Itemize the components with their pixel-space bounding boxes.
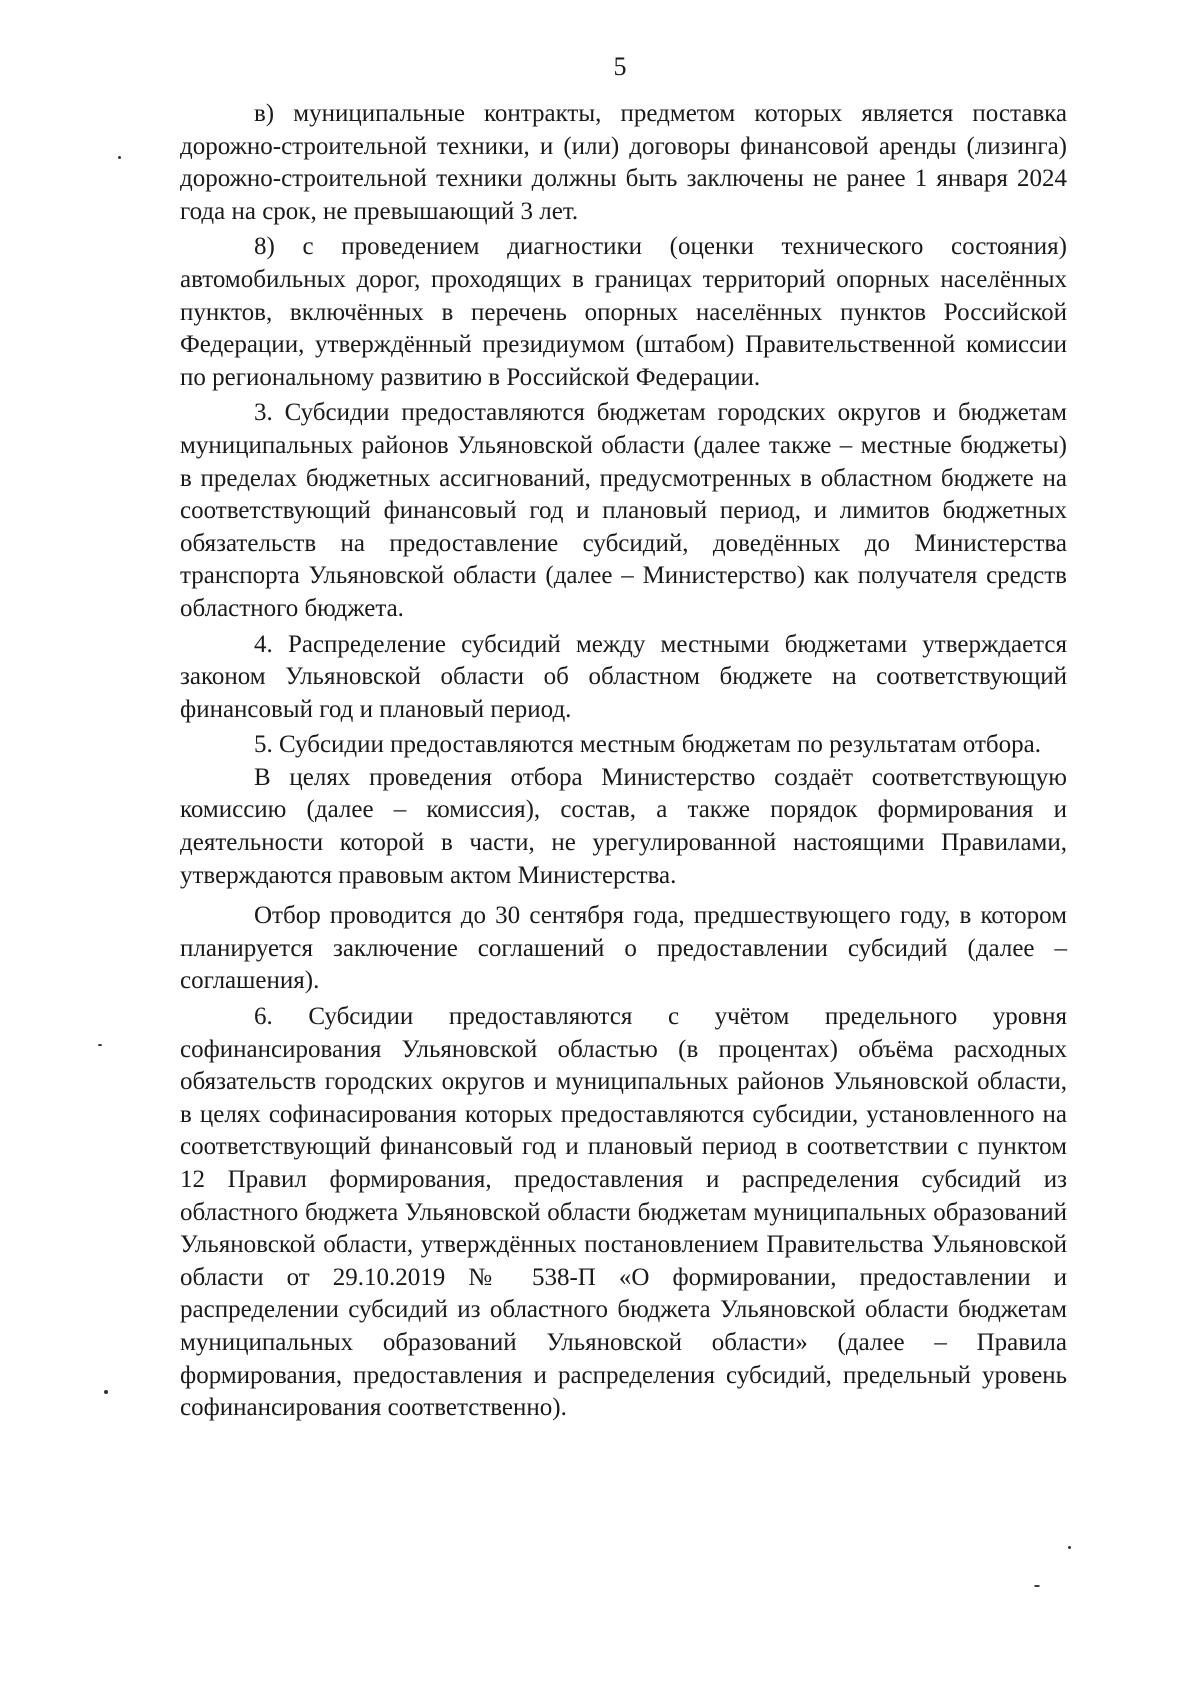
document-body [180, 98, 1067, 1428]
scan-speck [118, 156, 121, 159]
paragraph-6-cofinancing: 6. Субсидии предоставляются с учётом предельного уровня софинансирования Ульяновской областью (в процентах) объёма расходных обязательств городских округов и муниципальных районов Ульяновской области, в целях софинасирования которых предоставляются субсидии, установленного на соответствующий финансовый год и плановый период в соответствии с пунктом 12 Правил формирования, предоставления и распределения субсидий из областного бюджета Ульяновской области бюджетам муниципальных образований Ульяновской области, утверждённых постановлением Правительства Ульяновской области от 29.10.2019 № 538-П «О формировании, предоставлении и распределении субсидий из областного бюджета Ульяновской области бюджетам муниципальных образований Ульяновской области» (далее – Правила формирования, предоставления и распределения субсидий, предельный уровень софинансирования соответственно). [180, 1003, 1067, 1422]
paragraph-5-selection: 5. Субсидии предоставляются местным бюджетам по результатам отбора. [254, 731, 1041, 759]
paragraph-4-distribution: 4. Распределение субсидий между местными бюджетами утверждается законом Ульяновской области об областном бюджете на соответствующий финансовый год и плановый период. [180, 630, 1067, 723]
paragraph-2v-contracts: в) муниципальные контракты, предметом которых является поставка дорожно-строительной техники, и (или) договоры финансовой аренды (лизинга) дорожно-строительной техники должны быть заключены не ранее 1 января 2024 года на срок, не превышающий 3 лет. [180, 100, 1067, 225]
page-number: 5 [613, 52, 627, 81]
scan-speck [1068, 1546, 1071, 1549]
paragraph-5-deadline: Отбор проводится до 30 сентября года, предшествующего году, в котором планируется заключение соглашений о предоставлении субсидий (далее – соглашения). [180, 902, 1067, 995]
paragraph-5-commission: В целях проведения отбора Министерство создаёт соответствующую комиссию (далее – комиссия), состав, а также порядок формирования и деятельности которой в части, не урегулированной настоящими Правилами, утверждаются правовым актом Министерства. [180, 763, 1067, 889]
paragraph-8-diagnostics: 8) с проведением диагностики (оценки технического состояния) автомобильных дорог, проходящих в границах территорий опорных населённых пунктов, включённых в перечень опорных населённых пунктов Российской Федерации, утверждённый президиумом (штабом) Правительственной комиссии по региональному развитию в Российской Федерации. [180, 233, 1067, 391]
scan-speck [98, 1044, 102, 1046]
scan-speck [104, 1390, 108, 1394]
paragraph-3-subsidies: 3. Субсидии предоставляются бюджетам городских округов и бюджетам муниципальных районов Ульяновской области (далее также – местные бюджеты) в пределах бюджетных ассигнований, предусмотренных в областном бюджете на соответствующий финансовый год и плановый период, и лимитов бюджетных обязательств на предоставление субсидий, доведённых до Министерства транспорта Ульяновской области (далее – Министерство) как получателя средств областного бюджета. [180, 399, 1067, 622]
scan-speck [1034, 1585, 1040, 1587]
